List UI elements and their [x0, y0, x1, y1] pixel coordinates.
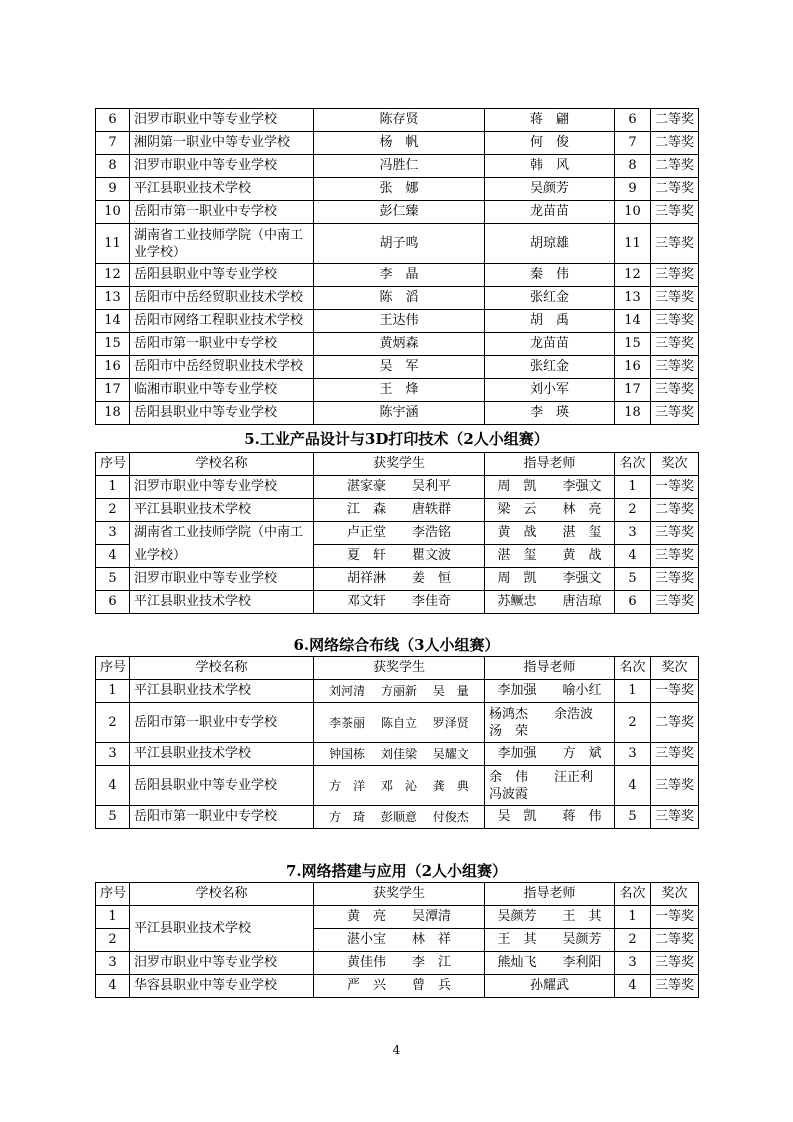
- cell-no: 3: [96, 743, 130, 766]
- header-no: 序号: [96, 657, 130, 680]
- cell-award: 三等奖: [651, 402, 699, 425]
- cell-award: 三等奖: [651, 356, 699, 379]
- table-row: [96, 201, 699, 224]
- header-no: 序号: [96, 453, 130, 476]
- table-row: [96, 499, 699, 522]
- cell-school: 岳阳市第一职业中专学校: [130, 806, 314, 829]
- page-number: 4: [392, 1043, 401, 1057]
- cell-school: 湖南省工业技师学院（中南工业学校）: [130, 224, 314, 264]
- table-row: [96, 402, 699, 425]
- cell-rank: 3: [615, 743, 651, 766]
- cell-student: 方 琦 彭顺意 付俊杰: [314, 806, 485, 829]
- cell-no: 18: [96, 402, 130, 425]
- table-header-row: [96, 883, 699, 906]
- cell-teacher: 熊灿飞 李利阳: [485, 952, 615, 975]
- cell-school: 岳阳市第一职业中专学校: [130, 333, 314, 356]
- cell-student: 江 森 唐轶群: [314, 499, 485, 522]
- cell-teacher: 杨鸿杰 余浩波 汤 荣: [485, 703, 615, 743]
- cell-no: 3: [96, 952, 130, 975]
- cell-rank: 2: [615, 499, 651, 522]
- cell-teacher: 龙苗苗: [485, 201, 615, 224]
- table-row: [96, 333, 699, 356]
- cell-no: 1: [96, 906, 130, 929]
- cell-no: 9: [96, 178, 130, 201]
- cell-teacher: 孙耀武: [485, 975, 615, 998]
- cell-student: 严 兴 曾 兵: [314, 975, 485, 998]
- table-row: [96, 952, 699, 975]
- cell-no: 7: [96, 132, 130, 155]
- cell-award: 三等奖: [651, 522, 699, 545]
- header-student: 获奖学生: [314, 657, 485, 680]
- cell-award: 二等奖: [651, 499, 699, 522]
- cell-school: 汨罗市职业中等专业学校: [130, 476, 314, 499]
- cell-rank: 1: [615, 476, 651, 499]
- table-row: [96, 680, 699, 703]
- header-award: 奖次: [651, 453, 699, 476]
- cell-school: 平江县职业技术学校: [130, 591, 314, 614]
- cell-no: 1: [96, 476, 130, 499]
- table-row: [96, 264, 699, 287]
- cell-student: 黄佳伟 李 江: [314, 952, 485, 975]
- cell-teacher: 胡琼雄: [485, 224, 615, 264]
- cell-school: 平江县职业技术学校: [130, 680, 314, 703]
- table-row: [96, 476, 699, 499]
- table-row: [96, 806, 699, 829]
- cell-teacher: 王 其 吴颜芳: [485, 929, 615, 952]
- table-header-row: [96, 657, 699, 680]
- cell-school: 岳阳县职业中等专业学校: [130, 766, 314, 806]
- section-7-table: [95, 882, 699, 998]
- cell-award: 二等奖: [651, 703, 699, 743]
- cell-no: 15: [96, 333, 130, 356]
- cell-no: 6: [96, 591, 130, 614]
- table-row: [96, 766, 699, 806]
- cell-no: 8: [96, 155, 130, 178]
- cell-no: 13: [96, 287, 130, 310]
- table-row: [96, 743, 699, 766]
- cell-teacher: 梁 云 林 亮: [485, 499, 615, 522]
- cell-student: 湛小宝 林 祥: [314, 929, 485, 952]
- cell-school: 岳阳市中岳经贸职业技术学校: [130, 356, 314, 379]
- cell-teacher: 秦 伟: [485, 264, 615, 287]
- cell-school: 汨罗市职业中等专业学校: [130, 109, 314, 132]
- cell-award: 三等奖: [651, 743, 699, 766]
- cell-award: 三等奖: [651, 333, 699, 356]
- cell-no: 17: [96, 379, 130, 402]
- cell-rank: 4: [615, 545, 651, 568]
- cell-no: 2: [96, 929, 130, 952]
- cell-teacher: 蒋 翩: [485, 109, 615, 132]
- cell-teacher: 韩 风: [485, 155, 615, 178]
- cell-school: 岳阳县职业中等专业学校: [130, 402, 314, 425]
- header-rank: 名次: [615, 453, 651, 476]
- cell-school: 岳阳市第一职业中专学校: [130, 201, 314, 224]
- cell-rank: 15: [615, 333, 651, 356]
- cell-school: 岳阳市第一职业中专学校: [130, 703, 314, 743]
- cell-teacher: 张红金: [485, 287, 615, 310]
- cell-no: 2: [96, 703, 130, 743]
- cell-school: 湘阴第一职业中等专业学校: [130, 132, 314, 155]
- cell-student: 方 洋 邓 沁 龚 典: [314, 766, 485, 806]
- cell-teacher: 周 凯 李强文: [485, 568, 615, 591]
- cell-award: 三等奖: [651, 201, 699, 224]
- cell-rank: 16: [615, 356, 651, 379]
- cell-teacher: 苏鳜忠 唐洁琼: [485, 591, 615, 614]
- cell-student: 李 晶: [314, 264, 485, 287]
- cell-teacher: 李加强 喻小红: [485, 680, 615, 703]
- cell-rank: 6: [615, 109, 651, 132]
- cell-school: 平江县职业技术学校: [130, 499, 314, 522]
- cell-student: 王达伟: [314, 310, 485, 333]
- cell-rank: 11: [615, 224, 651, 264]
- table-row: [96, 356, 699, 379]
- section-5-title: 5.工业产品设计与3D打印技术（2人小组赛）: [244, 430, 549, 448]
- cell-student: 王 烽: [314, 379, 485, 402]
- cell-award: 二等奖: [651, 178, 699, 201]
- cell-rank: 10: [615, 201, 651, 224]
- cell-school: 岳阳市网络工程职业技术学校: [130, 310, 314, 333]
- cell-rank: 12: [615, 264, 651, 287]
- cell-rank: 8: [615, 155, 651, 178]
- table-row: [96, 132, 699, 155]
- cell-teacher: 吴颜芳 王 其: [485, 906, 615, 929]
- table-row: [96, 109, 699, 132]
- cell-teacher: 刘小军: [485, 379, 615, 402]
- cell-school: 汨罗市职业中等专业学校: [130, 568, 314, 591]
- cell-rank: 2: [615, 703, 651, 743]
- table-row: [96, 178, 699, 201]
- cell-teacher: 龙苗苗: [485, 333, 615, 356]
- cell-no: 4: [96, 975, 130, 998]
- cell-teacher: 周 凯 李强文: [485, 476, 615, 499]
- header-award: 奖次: [651, 657, 699, 680]
- header-teacher: 指导老师: [485, 883, 615, 906]
- table-row: [96, 545, 699, 568]
- cell-student: 胡祥淋 姜 恒: [314, 568, 485, 591]
- cell-award: 三等奖: [651, 766, 699, 806]
- section-7-title: 7.网络搭建与应用（2人小组赛）: [285, 862, 508, 880]
- header-student: 获奖学生: [314, 453, 485, 476]
- cell-rank: 5: [615, 568, 651, 591]
- header-teacher: 指导老师: [485, 453, 615, 476]
- cell-school-merged-bottom: 业学校）: [130, 545, 314, 568]
- cell-no: 12: [96, 264, 130, 287]
- cell-award: 三等奖: [651, 806, 699, 829]
- cell-no: 10: [96, 201, 130, 224]
- header-school: 学校名称: [130, 657, 314, 680]
- cell-no: 6: [96, 109, 130, 132]
- header-rank: 名次: [615, 657, 651, 680]
- header-no: 序号: [96, 883, 130, 906]
- cell-school: 平江县职业技术学校: [130, 743, 314, 766]
- cell-award: 三等奖: [651, 310, 699, 333]
- cell-no: 3: [96, 522, 130, 545]
- table-row: [96, 310, 699, 333]
- table-row: [96, 703, 699, 743]
- table-row: [96, 591, 699, 614]
- cell-award: 三等奖: [651, 287, 699, 310]
- table-row: [96, 568, 699, 591]
- section-5-table: [95, 452, 699, 614]
- cell-award: 二等奖: [651, 132, 699, 155]
- cell-student: 陈存贤: [314, 109, 485, 132]
- cell-award: 三等奖: [651, 264, 699, 287]
- cell-no: 5: [96, 806, 130, 829]
- cell-school: 岳阳市中岳经贸职业技术学校: [130, 287, 314, 310]
- cell-rank: 4: [615, 766, 651, 806]
- cell-student: 杨 帆: [314, 132, 485, 155]
- results-table-continued: [95, 108, 699, 425]
- cell-teacher: 李 瑛: [485, 402, 615, 425]
- header-school: 学校名称: [130, 453, 314, 476]
- cell-no: 5: [96, 568, 130, 591]
- cell-rank: 13: [615, 287, 651, 310]
- cell-school: 汨罗市职业中等专业学校: [130, 155, 314, 178]
- table-row: [96, 224, 699, 264]
- cell-award: 一等奖: [651, 476, 699, 499]
- cell-rank: 9: [615, 178, 651, 201]
- cell-student: 彭仁臻: [314, 201, 485, 224]
- cell-no: 1: [96, 680, 130, 703]
- table-row: [96, 906, 699, 929]
- cell-rank: 1: [615, 680, 651, 703]
- cell-teacher: 张红金: [485, 356, 615, 379]
- cell-school: 汨罗市职业中等专业学校: [130, 952, 314, 975]
- cell-teacher: 余 伟 汪正利 冯波霞: [485, 766, 615, 806]
- cell-teacher: 吴 凯 蒋 伟: [485, 806, 615, 829]
- cell-rank: 7: [615, 132, 651, 155]
- cell-student: 陈宇涵: [314, 402, 485, 425]
- cell-teacher: 黄 战 湛 玺: [485, 522, 615, 545]
- cell-rank: 2: [615, 929, 651, 952]
- cell-student: 张 娜: [314, 178, 485, 201]
- cell-rank: 3: [615, 952, 651, 975]
- cell-rank: 17: [615, 379, 651, 402]
- cell-student: 冯胜仁: [314, 155, 485, 178]
- cell-school: 岳阳县职业中等专业学校: [130, 264, 314, 287]
- cell-teacher: 胡 禹: [485, 310, 615, 333]
- cell-no: 11: [96, 224, 130, 264]
- cell-award: 一等奖: [651, 906, 699, 929]
- cell-award: 三等奖: [651, 975, 699, 998]
- cell-award: 二等奖: [651, 109, 699, 132]
- cell-student: 陈 滔: [314, 287, 485, 310]
- cell-student: 黄炳森: [314, 333, 485, 356]
- cell-student: 卢正堂 李浩铭: [314, 522, 485, 545]
- section-6-table: [95, 656, 699, 829]
- section-6-title: 6.网络综合布线（3人小组赛）: [293, 636, 500, 654]
- cell-rank: 1: [615, 906, 651, 929]
- cell-no: 16: [96, 356, 130, 379]
- cell-student: 黄 亮 吴潭清: [314, 906, 485, 929]
- cell-student: 湛家豪 吴利平: [314, 476, 485, 499]
- cell-award: 三等奖: [651, 952, 699, 975]
- table-row: [96, 379, 699, 402]
- cell-rank: 18: [615, 402, 651, 425]
- cell-award: 三等奖: [651, 568, 699, 591]
- cell-no: 14: [96, 310, 130, 333]
- cell-school: 平江县职业技术学校: [130, 906, 314, 952]
- cell-rank: 14: [615, 310, 651, 333]
- cell-no: 4: [96, 545, 130, 568]
- cell-rank: 3: [615, 522, 651, 545]
- cell-award: 三等奖: [651, 379, 699, 402]
- header-school: 学校名称: [130, 883, 314, 906]
- cell-rank: 4: [615, 975, 651, 998]
- cell-rank: 5: [615, 806, 651, 829]
- cell-award: 一等奖: [651, 680, 699, 703]
- cell-school: 临湘市职业中等专业学校: [130, 379, 314, 402]
- table-row: [96, 522, 699, 545]
- cell-award: 二等奖: [651, 929, 699, 952]
- cell-teacher: 李加强 方 斌: [485, 743, 615, 766]
- cell-award: 三等奖: [651, 591, 699, 614]
- table-row: [96, 155, 699, 178]
- header-teacher: 指导老师: [485, 657, 615, 680]
- cell-no: 4: [96, 766, 130, 806]
- cell-teacher: 何 俊: [485, 132, 615, 155]
- cell-school: 平江县职业技术学校: [130, 178, 314, 201]
- cell-award: 三等奖: [651, 545, 699, 568]
- cell-teacher: 吴颜芳: [485, 178, 615, 201]
- cell-student: 李茶丽 陈自立 罗泽贤: [314, 703, 485, 743]
- header-student: 获奖学生: [314, 883, 485, 906]
- cell-student: 夏 轩 瞿文波: [314, 545, 485, 568]
- cell-student: 邓文轩 李佳奇: [314, 591, 485, 614]
- cell-student: 吴 军: [314, 356, 485, 379]
- cell-student: 胡子鸣: [314, 224, 485, 264]
- cell-school: 华容县职业中等专业学校: [130, 975, 314, 998]
- cell-teacher: 湛 玺 黄 战: [485, 545, 615, 568]
- cell-student: 钟国栋 刘佳梁 吴耀文: [314, 743, 485, 766]
- cell-award: 三等奖: [651, 224, 699, 264]
- table-header-row: [96, 453, 699, 476]
- cell-school-merged-top: 湖南省工业技师学院（中南工: [130, 522, 314, 545]
- cell-student: 刘河清 方丽新 吴 量: [314, 680, 485, 703]
- cell-rank: 6: [615, 591, 651, 614]
- header-rank: 名次: [615, 883, 651, 906]
- header-award: 奖次: [651, 883, 699, 906]
- cell-no: 2: [96, 499, 130, 522]
- table-row: [96, 287, 699, 310]
- cell-award: 二等奖: [651, 155, 699, 178]
- table-row: [96, 975, 699, 998]
